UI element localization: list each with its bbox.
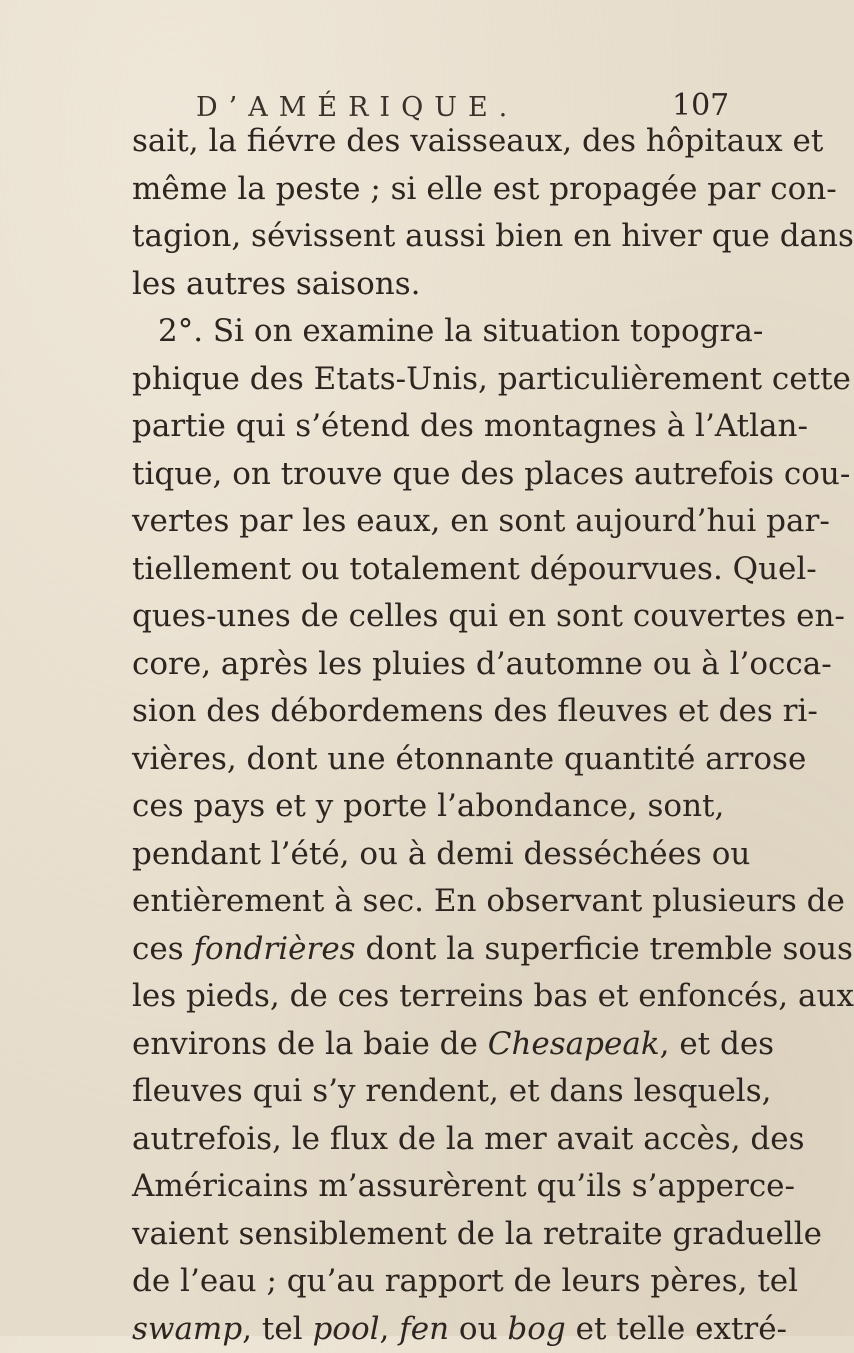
text-line: Américains m’assurèrent qu’ils s’apperce- [132, 1163, 702, 1211]
italic-word: fen [399, 1311, 449, 1347]
text-line: partie qui s’étend des montagnes à l’Atlan- [132, 403, 702, 451]
text-line: vertes par les eaux, en sont aujourd’hui par- [132, 498, 702, 546]
text-line: sion des débordemens des fleuves et des ri- [132, 688, 702, 736]
text-line: fleuves qui s’y rendent, et dans lesquels, [132, 1068, 702, 1116]
text-line: sait, la fiévre des vaisseaux, des hôpitaux et [132, 118, 702, 166]
italic-word: pool [312, 1311, 379, 1347]
text-line: swamp, tel pool, fen ou bog et telle extré- [132, 1306, 702, 1353]
text-line: vaient sensiblement de la retraite graduelle [132, 1211, 702, 1259]
text-line: phique des Etats-Unis, particulièrement cette [132, 356, 702, 404]
text-line: même la peste ; si elle est propagée par con- [132, 166, 702, 214]
text-line: environs de la baie de Chesapeak, et des [132, 1021, 702, 1069]
text-line: ces fondrières dont la superficie tremble sous [132, 926, 702, 974]
text-line: les pieds, de ces terreins bas et enfoncés, aux [132, 973, 702, 1021]
text-line: ques-unes de celles qui en sont couvertes en- [132, 593, 702, 641]
text-line: de l’eau ; qu’au rapport de leurs pères, tel [132, 1258, 702, 1306]
text-line: tique, on trouve que des places autrefois cou- [132, 451, 702, 499]
text-line: vières, dont une étonnante quantité arrose [132, 736, 702, 784]
text-line: ces pays et y porte l’abondance, sont, [132, 783, 702, 831]
page-number: 107 [672, 88, 729, 123]
text-line: les autres saisons. [132, 261, 702, 309]
paragraph-start-line: 2°. Si on examine la situation topogra- [132, 308, 702, 356]
running-head: D’AMÉRIQUE. [196, 92, 616, 123]
text-line: pendant l’été, ou à demi desséchées ou [132, 831, 702, 879]
text-line: tiellement ou totalement dépourvues. Quel- [132, 546, 702, 594]
italic-word: bog [507, 1311, 565, 1347]
italic-word: Chesapeak [488, 1026, 660, 1062]
text-line: core, après les pluies d’automne ou à l’occa- [132, 641, 702, 689]
text-line: autrefois, le flux de la mer avait accès, des [132, 1116, 702, 1164]
italic-word: fondrières [193, 931, 355, 967]
text-line: entièrement à sec. En observant plusieurs de [132, 878, 702, 926]
text-line: tagion, sévissent aussi bien en hiver que dans [132, 213, 702, 261]
body-text [132, 118, 702, 1353]
italic-word: swamp [132, 1311, 242, 1347]
